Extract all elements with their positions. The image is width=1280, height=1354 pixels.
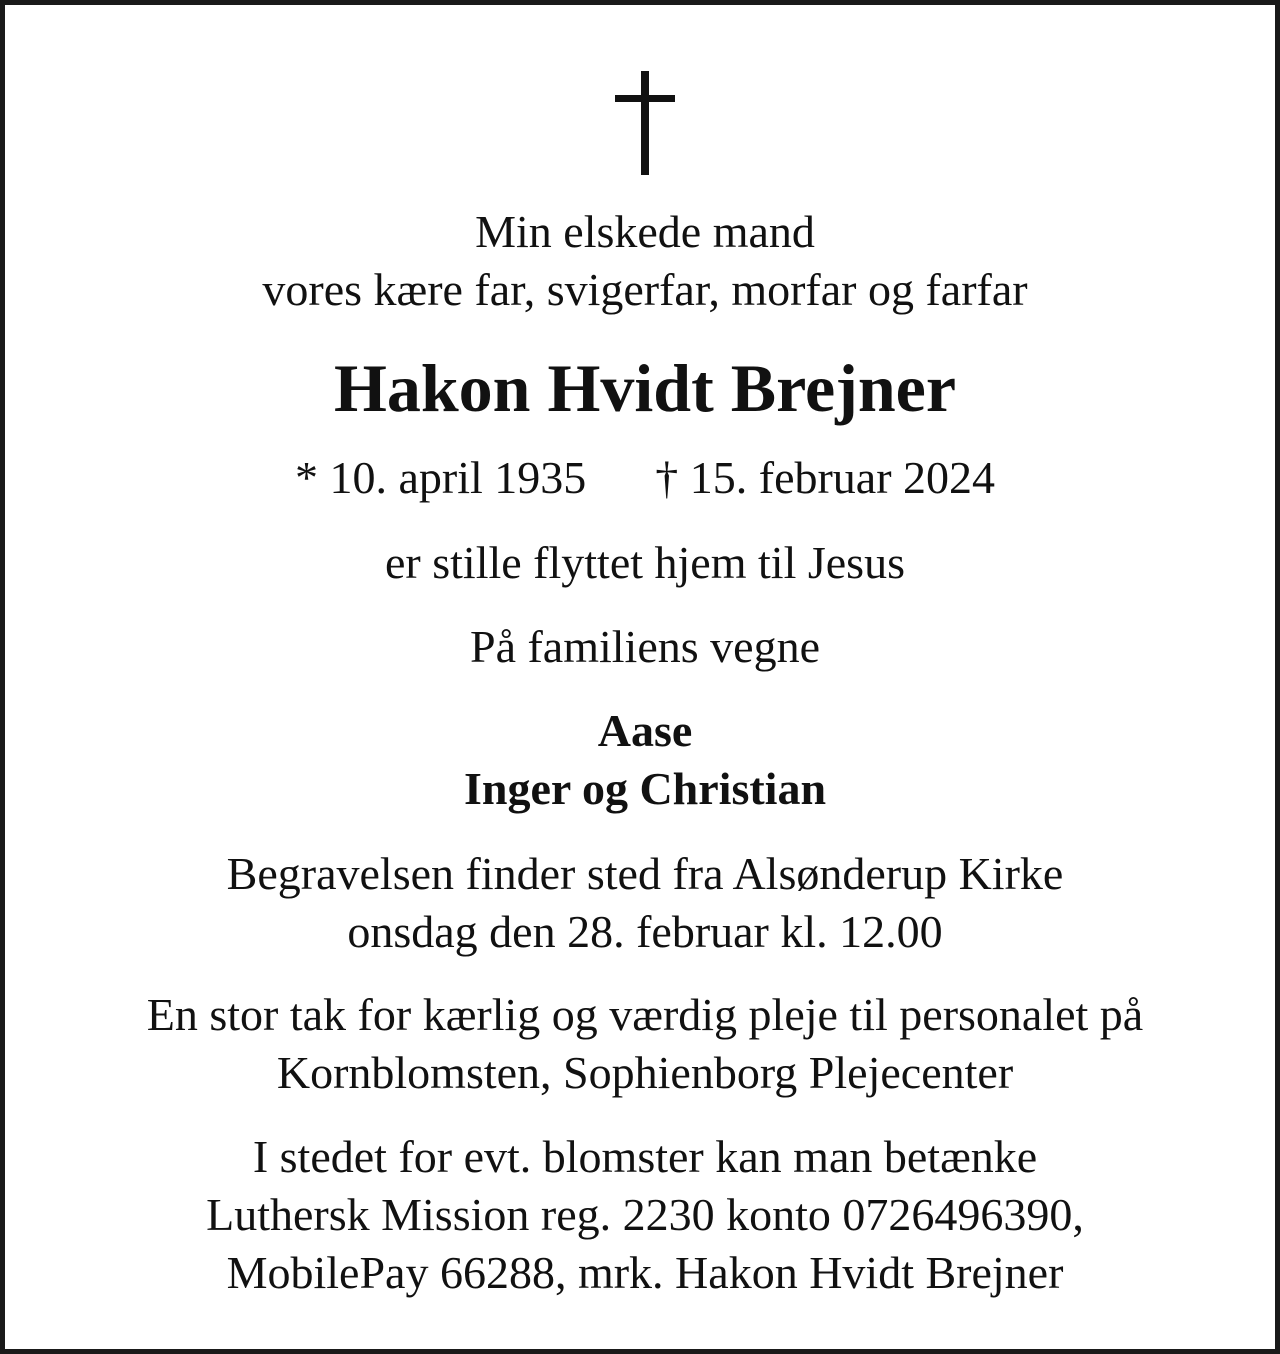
birth-date: 10. april 1935 [329,452,587,503]
donation-text [25,1128,1265,1302]
family-line-2: Inger og Christian [463,763,827,814]
thanks-line-2: Kornblomsten, Sophienborg Plejecenter [276,1047,1014,1098]
on-behalf-text: På familiens vegne [469,621,820,672]
death-symbol: † [655,452,679,503]
latin-cross-icon [615,71,675,175]
birth-symbol: * [294,452,318,503]
thanks-text [25,986,1265,1102]
funeral-line-1: Begravelsen finder sted fra Alsønderup Kirke [226,848,1064,899]
intro-line-2: vores kære far, svigerfar, morfar og farfar [262,264,1028,315]
funeral-line-2: onsdag den 28. februar kl. 12.00 [347,906,943,957]
donation-line-1: I stedet for evt. blomster kan man betænke [252,1131,1038,1182]
family-line-1: Aase [597,705,693,756]
passing-text: er stille flyttet hjem til Jesus [385,537,905,588]
intro-line-1: Min elskede mand [475,206,815,257]
donation-line-3: MobilePay 66288, mrk. Hakon Hvidt Brejner [226,1247,1064,1298]
life-dates [25,449,1265,507]
donation-line-2: Luthersk Mission reg. 2230 konto 0726496390, [206,1189,1084,1240]
deceased-name: Hakon Hvidt Brejner [333,350,957,426]
funeral-info [25,845,1265,961]
family-names [25,702,1265,818]
intro-text [25,203,1265,319]
death-date: 15. februar 2024 [689,452,996,503]
thanks-line-1: En stor tak for kærlig og værdig pleje til personalet på [146,989,1144,1040]
